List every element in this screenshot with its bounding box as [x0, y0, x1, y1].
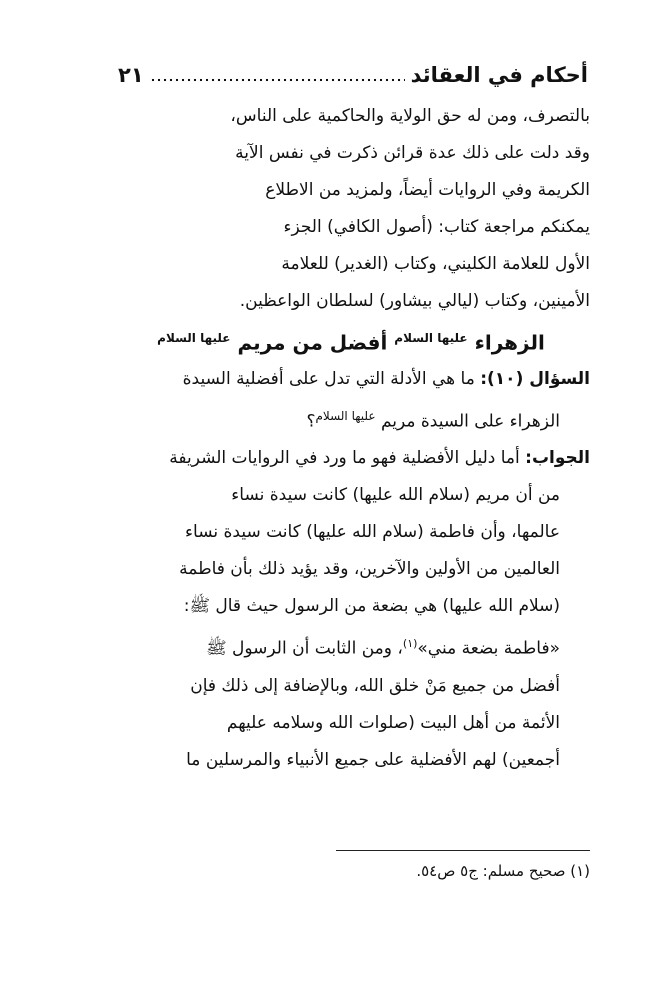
- honorific-mark: عليها السلام: [394, 331, 468, 345]
- heading-part-2: أفضل من مريم: [237, 330, 388, 355]
- answer-quote-line: [112, 625, 590, 668]
- leader-dots: [150, 78, 405, 82]
- honorific-mark: عليها السلام: [157, 331, 231, 345]
- answer-line: أجمعين) لهم الأفضلية على جميع الأنبياء والمرسلين ما: [186, 749, 560, 770]
- answer-line: عالمها، وأن فاطمة (سلام الله عليها) كانت سيدة نساء: [185, 522, 560, 543]
- intro-line: يمكنكم مراجعة كتاب: (أصول الكافي) الجزء: [283, 217, 590, 237]
- running-title: أحكام في العقائد: [410, 63, 588, 87]
- intro-line: وقد دلت على ذلك عدة قرائن ذكرت في نفس الآية: [235, 143, 590, 163]
- answer-line: أفضل من جميع مَنْ خلق الله، وبالإضافة إلى ذلك فإن: [190, 675, 560, 696]
- intro-line: بالتصرف، ومن له حق الولاية والحاكمية على الناس،: [230, 106, 590, 126]
- section-heading: [112, 320, 590, 361]
- answer-line: العالمين من الأولين والآخرين، وقد يؤيد ذلك بأن فاطمة: [179, 559, 560, 580]
- intro-line: الكريمة وفي الروايات أيضاً، ولمزيد من الاطلاع: [265, 180, 590, 200]
- answer-quote-rest: ، ومن الثابت أن الرسول ﷺ: [206, 638, 403, 659]
- answer-line: (سلام الله عليها) هي بضعة من الرسول حيث قال ﷺ:: [183, 596, 560, 617]
- hadith-quote: «فاطمة بضعة مني»: [417, 638, 560, 659]
- footnote: [330, 858, 590, 884]
- footnote-text: (١) صحيح مسلم: ج٥ ص٥٤.: [416, 862, 590, 880]
- answer-line: الأئمة من أهل البيت (صلوات الله وسلامه عليهم: [226, 712, 560, 733]
- question-label: السؤال (١٠):: [480, 368, 590, 389]
- running-header: [118, 58, 588, 92]
- page-number: ٢١: [118, 63, 144, 87]
- intro-line: الأمينين، وكتاب (ليالي بيشاور) لسلطان الواعظين.: [239, 291, 590, 311]
- answer-text: أما دليل الأفضلية فهو ما ورد في الروايات الشريفة: [169, 448, 520, 469]
- question-line-2: [112, 398, 590, 441]
- question-text: ما هي الأدلة التي تدل على أفضلية السيدة: [182, 368, 475, 389]
- question-text-2: الزهراء على السيدة مريم: [380, 411, 560, 432]
- heading-part-1: الزهراء: [474, 330, 545, 355]
- answer-label: الجواب:: [525, 448, 590, 469]
- answer-line-1: [112, 440, 590, 477]
- question-mark: ؟: [306, 411, 316, 432]
- answer-line: من أن مريم (سلام الله عليها) كانت سيدة نساء: [231, 485, 560, 506]
- footnote-ref: (١): [402, 637, 418, 651]
- question-line-1: [112, 361, 590, 398]
- page-body: [112, 98, 590, 779]
- footnote-divider: [336, 850, 590, 851]
- honorific-mark: عليها السلام: [315, 408, 376, 423]
- intro-line: الأول للعلامة الكليني، وكتاب (الغدير) للعلامة: [281, 254, 590, 274]
